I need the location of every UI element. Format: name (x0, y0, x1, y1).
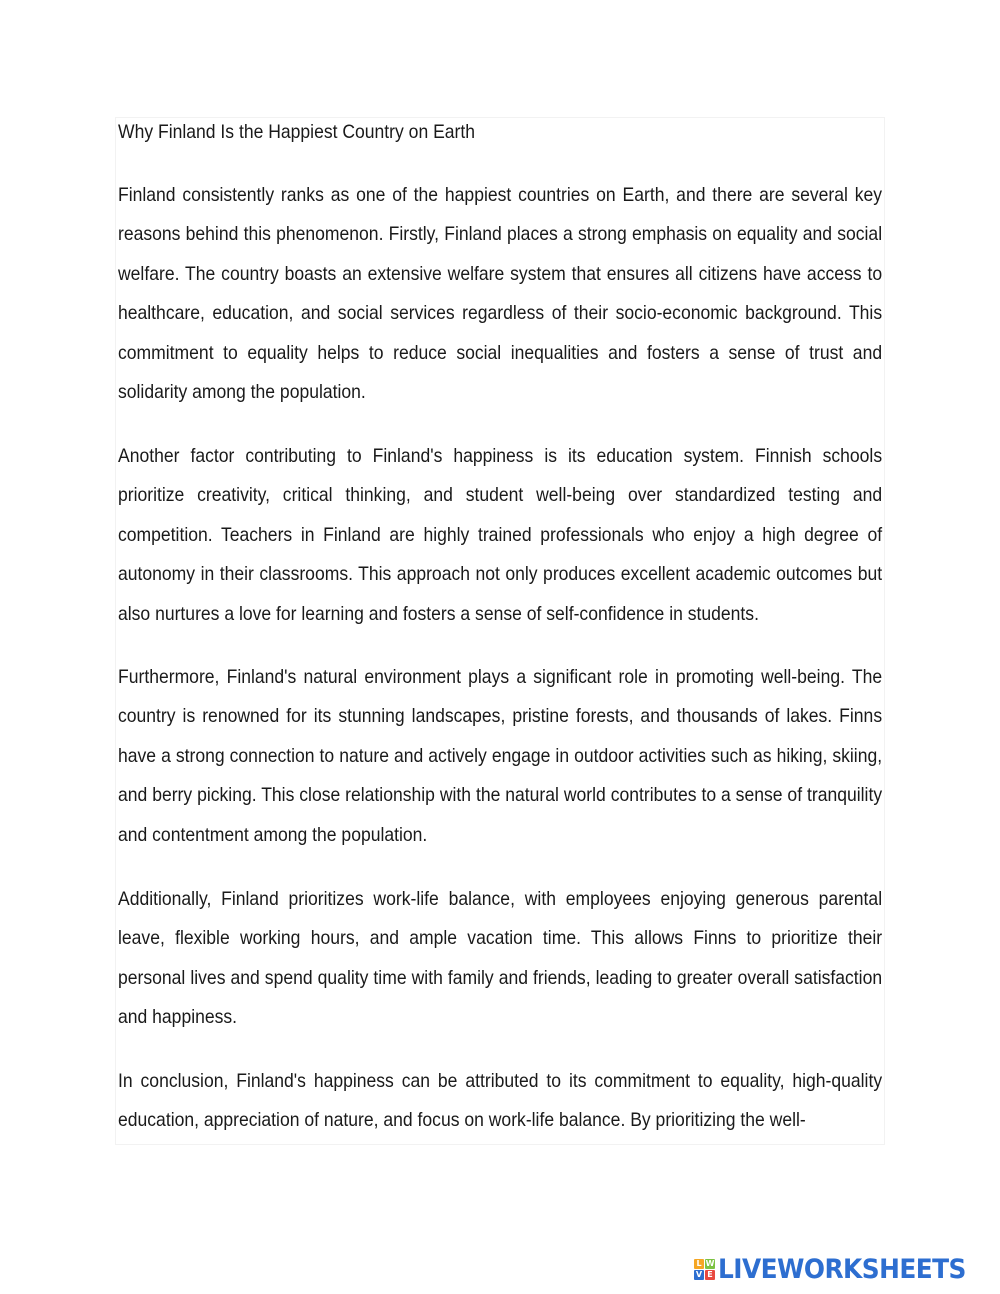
paragraph-5: In conclusion, Finland's happiness can be attributed to its commitment to equality, high-quality education, appreciation of nature, and focus on work-life balance. By prioritizing the well- (118, 1070, 883, 1132)
paragraph-1: Finland consistently ranks as one of the happiest countries on Earth, and there are several key reasons behind this phenomenon. Firstly, Finland places a strong emphasis on equality and social welfare. The country boasts an extensive welfare system that ensures all citizens have access to healthcare, education, and social services regardless of their socio-economic background. This commitment to equality helps to reduce social inequalities and fosters a sense of trust and solidarity among the population. (118, 184, 883, 404)
paragraph-2: Another factor contributing to Finland's happiness is its education system. Finnish schools prioritize creativity, critical thinking, and student well-being over standardized testing and competition. Teachers in Finland are highly trained professionals who enjoy a high degree of autonomy in their classrooms. This approach not only produces excellent academic outcomes but also nurtures a love for learning and fosters a sense of self-confidence in students. (118, 445, 883, 625)
liveworksheets-logo[interactable] (694, 1254, 987, 1284)
mark-letter: V (695, 1269, 703, 1279)
paragraph-4: Additionally, Finland prioritizes work-life balance, with employees enjoying generous parental leave, flexible working hours, and ample vacation time. This allows Finns to prioritize their personal lives and spend quality time with family and friends, leading to greater overall satisfaction and happiness. (118, 888, 883, 1029)
brand-name: LIVEWORKSHEETS (718, 1253, 966, 1285)
document-title: Why Finland Is the Happiest Country on Earth (118, 121, 476, 143)
mark-letter: E (705, 1270, 715, 1280)
mark-letter: L (694, 1259, 704, 1269)
paragraph-3: Furthermore, Finland's natural environment plays a significant role in promoting well-being. The country is renowned for its stunning landscapes, pristine forests, and thousands of lakes. Finns have a strong connection to nature and actively engage in outdoor activities such as hiking, skiing, and berry picking. This close relationship with the natural world contributes to a sense of tranquility and contentment among the population. (118, 666, 883, 846)
mark-letter: W (705, 1258, 715, 1268)
liveworksheets-mark-icon (694, 1259, 715, 1280)
